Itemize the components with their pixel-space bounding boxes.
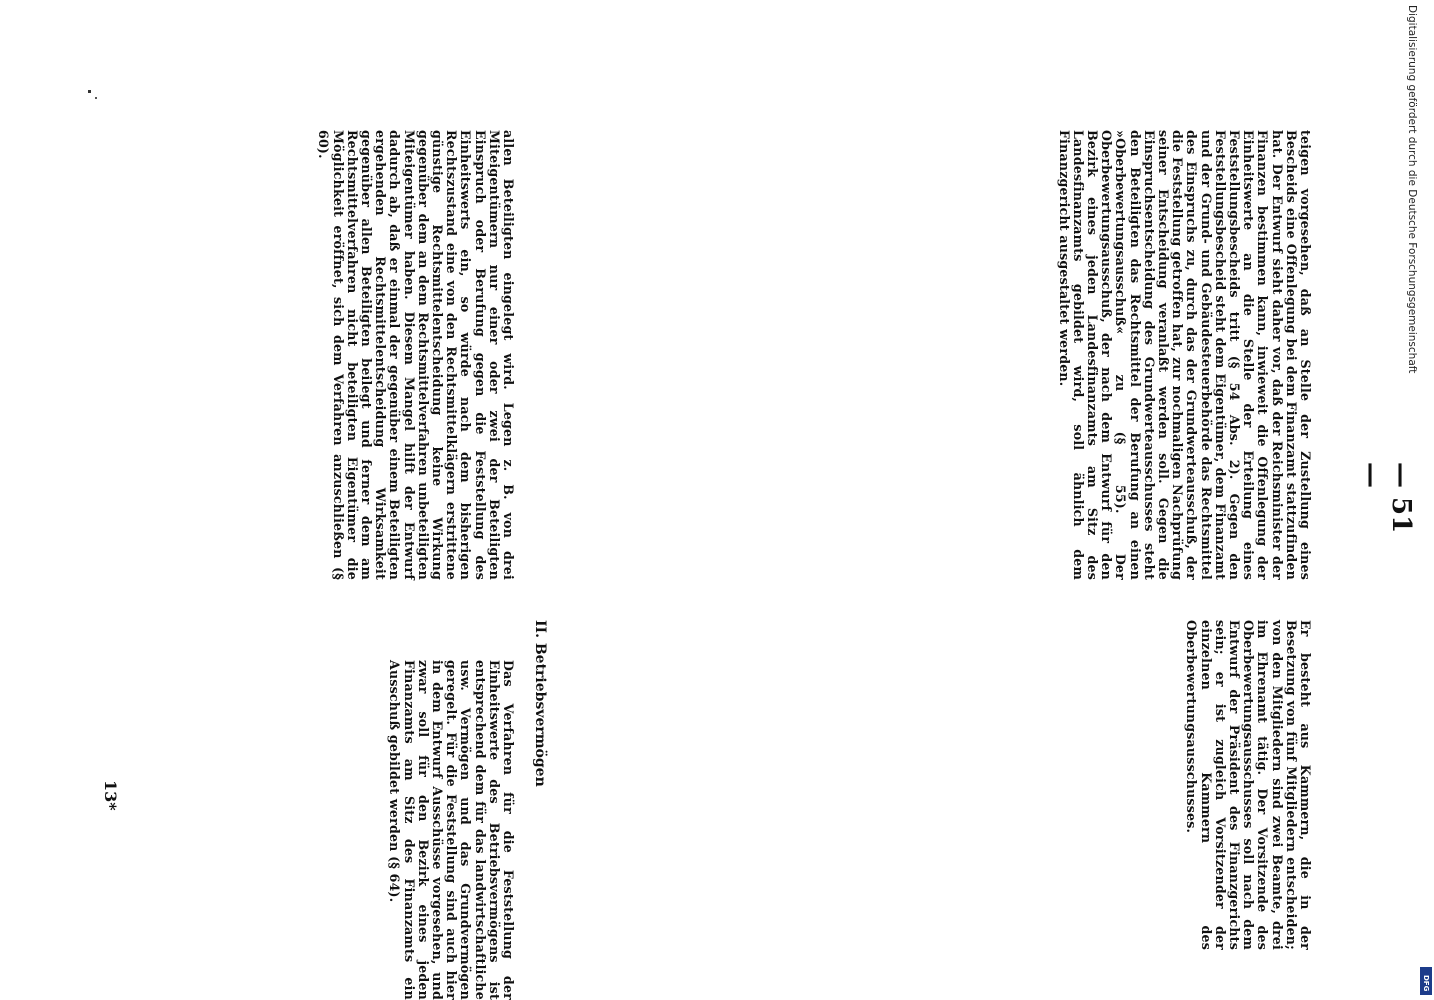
digitization-note: Digitalisierung gefördert durch die Deutsche Forschungsgemeinschaft	[1406, 5, 1418, 374]
dfg-logo-text: DFG	[1422, 975, 1430, 992]
paragraph: teigen vorgesehen, daß an Stelle der Zustellung eines Bescheids eine Offenlegung bei dem Finanzamt stattzufinden hat. Der Entwurf sieht daher vor, daß der Reichsminister der Finanzen bestimmen kann, inwieweit die Offenlegung der Einheitswerte an die Stelle der Erteilung eines Feststellungsbescheids tritt (§ 54 Abs. 2). Gegen den Feststellungsbescheid steht dem Eigentümer, dem Finanzamt und der Grund- und Gebäudesteuerbehörde das Rechtsmittel des Einspruchs zu, durch das der Grundwerteausschuß, der die Feststellung getroffen hat, zur nochmaligen Nachprüfung seiner Entscheidung veranlaßt werden soll. Gegen die Einspruchsentscheidung des Grundwerteausschusses steht den Beteiligten das Rechtsmittel der Berufung an einen »Oberbewertungsausschuß« zu (§ 55). Der Oberbewertungsausschuß, der nach dem Entwurf für den Bezirk eines jeden Landesfinanzamts am Sitz des Landesfinanzamts gebildet wird, soll ähnlich dem Finanzgericht ausgestaltet werden.	[1056, 130, 1313, 580]
section-heading: II. Betriebsvermögen	[532, 620, 548, 787]
page-number: — 51 —	[1356, 462, 1416, 534]
text-column-left-upper	[316, 130, 515, 580]
paragraph: Das Verfahren für die Feststellung der Einheitswerte des Betriebsvermögens ist entsprechend dem für das landwirtschaftliche usw. Vermögen und das Grundvermögen geregelt. Für die Feststellung sind auch hier in dem Entwurf Ausschüsse vorgesehen, und zwar soll für den Bezirk eines jeden Finanzamts am Sitz des Finanzamts ein Ausschuß gebildet werden (§ 64).	[387, 660, 516, 1000]
text-column-left-lower	[387, 660, 515, 1000]
paragraph: allen Beteiligten eingelegt wird. Legen z. B. von drei Miteigentümern nur einer oder zwei der Beteiligten Einspruch oder Berufung gegen die Feststellung des Einheitswerts ein, so würde nach dem bisherigen Rechtszustand eine von den Rechtsmittelklägern erstrittene günstige Rechtsmittelentscheidung keine Wirkung gegenüber dem an dem Rechtsmittelverfahren unbeteiligten Miteigentümer haben. Diesem Mangel hilft der Entwurf dadurch ab, daß er einmal der gegenüber einem Beteiligten ergehenden Rechtsmittelentscheidung Wirksamkeit gegenüber allen Beteiligten beilegt und ferner dem am Rechtsmittelverfahren nicht beteiligten Eigentümer die Möglichkeit eröffnet, sich dem Verfahren anzuschließen (§ 60).	[316, 130, 516, 580]
scan-speck	[88, 90, 91, 93]
text-column-right-lower	[1184, 620, 1312, 950]
signature-mark: 13*	[101, 780, 120, 811]
scan-speck	[95, 97, 97, 99]
dfg-logo	[1420, 967, 1432, 995]
paragraph: Er besteht aus Kammern, die in der Besetzung von fünf Mitgliedern entscheiden; von den Mitgliedern sind zwei Beamte, drei im Ehrenamt tätig. Der Vorsitzende des Oberbewertungsausschusses soll nach dem Entwurf der Präsident des Finanzgerichts sein; er ist zugleich Vorsitzender der einzelnen Kammern des Oberbewertungsausschusses.	[1184, 620, 1313, 950]
text-column-right-upper	[1056, 130, 1312, 580]
